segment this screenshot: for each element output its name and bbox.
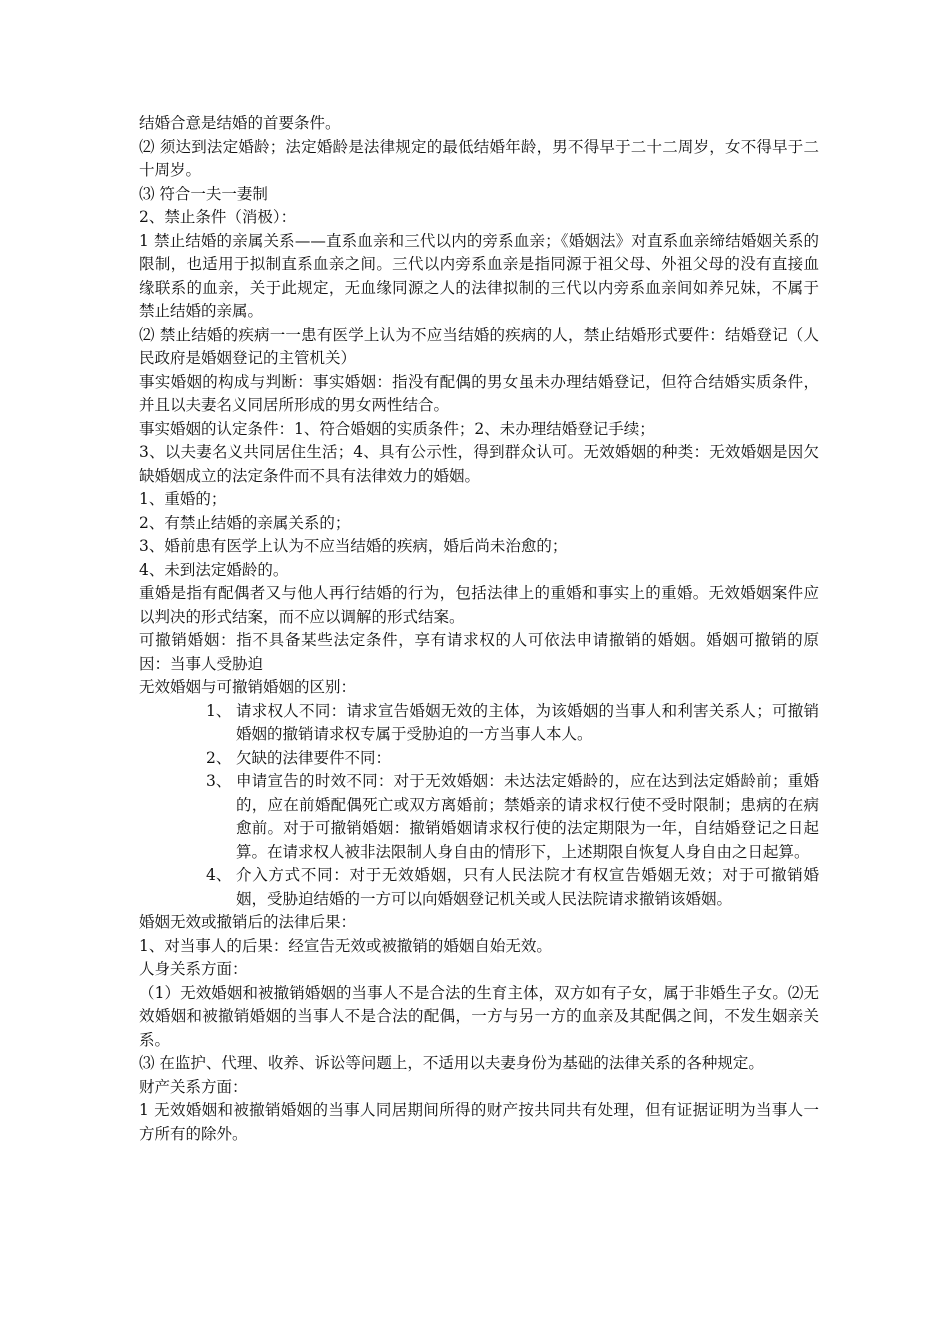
paragraph: 3、以夫妻名义共同居住生活；4、具有公示性，得到群众认可。无效婚姻的种类：无效婚姻是因欠缺婚姻成立的法定条件而不具有法律效力的婚姻。: [139, 443, 819, 485]
paragraph: 1 无效婚姻和被撤销婚姻的当事人同居期间所得的财产按共同共有处理，但有证据证明为当事人一方所有的除外。: [139, 1101, 819, 1143]
paragraph: 无效婚姻与可撤销婚姻的区别：: [139, 678, 357, 696]
document-body: [139, 112, 819, 1146]
paragraph: （1）无效婚姻和被撤销婚姻的当事人不是合法的生育主体，双方如有子女，属于非婚生子女。⑵无效婚姻和被撤销婚姻的当事人不是合法的配偶，一方与另一方的血亲及其配偶之间，不发生姻亲关系。: [139, 983, 819, 1049]
list-item-number: 4、: [206, 866, 232, 884]
paragraph: 婚姻无效或撤销后的法律后果：: [139, 913, 357, 931]
paragraph: 2、有禁止结婚的亲属关系的；: [139, 513, 351, 532]
list-item-text: 欠缺的法律要件不同：: [236, 748, 392, 767]
differences-list: [206, 700, 819, 912]
list-item-number: 2、: [206, 748, 232, 767]
paragraph: 2、禁止条件（消极）：: [139, 208, 297, 226]
list-item-number: 3、: [206, 772, 232, 790]
paragraph: 1、对当事人的后果：经宣告无效或被撤销的婚姻自始无效。: [139, 936, 552, 955]
paragraph: 3、婚前患有医学上认为不应当结婚的疾病，婚后尚未治愈的；: [139, 537, 568, 555]
paragraph: 1 禁止结婚的亲属关系——直系血亲和三代以内的旁系血亲；《婚姻法》对直系血亲缔结婚姻关系的限制，也适用于拟制直系血亲之间。三代以内旁系血亲是指同源于祖父母、外祖父母的没有直接血缘联系的血亲，关于此规定，无血缘同源之人的法律拟制的三代以内旁系血亲间如养兄妹，不属于禁止结婚的亲属。: [139, 231, 819, 320]
paragraph: 事实婚姻的构成与判断：事实婚姻：指没有配偶的男女虽未办理结婚登记，但符合结婚实质条件，并且以夫妻名义同居所形成的男女两性结合。: [139, 372, 819, 414]
paragraph: 4、未到法定婚龄的。: [139, 560, 289, 579]
paragraph: ⑵ 禁止结婚的疾病一一患有医学上认为不应当结婚的疾病的人，禁止结婚形式要件：结婚登记（人民政府是婚姻登记的主管机关）: [139, 325, 819, 367]
list-item: [206, 700, 819, 747]
list-item-number: 1、: [206, 701, 232, 720]
paragraph: 人身关系方面：: [139, 960, 248, 978]
list-item: [206, 864, 819, 911]
paragraph: 财产关系方面：: [139, 1077, 248, 1096]
paragraph: 可撤销婚姻：指不具备某些法定条件，享有请求权的人可依法申请撤销的婚姻。婚姻可撤销的原因：当事人受胁迫: [139, 631, 819, 673]
paragraph: 结婚合意是结婚的首要条件。: [139, 114, 341, 132]
paragraph: 重婚是指有配偶者又与他人再行结婚的行为，包括法律上的重婚和事实上的重婚。无效婚姻案件应以判决的形式结案，而不应以调解的形式结案。: [139, 584, 819, 626]
paragraph: ⑶ 符合一夫一妻制: [139, 184, 268, 203]
paragraph: 事实婚姻的认定条件：1、符合婚姻的实质条件；2、未办理结婚登记手续；: [139, 419, 655, 438]
paragraph: 1、重婚的；: [139, 490, 227, 508]
list-item-text: 请求权人不同：请求宣告婚姻无效的主体，为该婚姻的当事人和利害关系人；可撤销婚姻的撤销请求权专属于受胁迫的一方当事人本人。: [236, 701, 819, 743]
list-item-text: 介入方式不同：对于无效婚姻，只有人民法院才有权宣告婚姻无效；对于可撤销婚姻，受胁迫结婚的一方可以向婚姻登记机关或人民法院请求撤销该婚姻。: [236, 866, 819, 908]
list-item-text: 申请宣告的时效不同：对于无效婚姻：未达法定婚龄的，应在达到法定婚龄前；重婚的，应在前婚配偶死亡或双方离婚前；禁婚亲的请求权行使不受时限制；患病的在病愈前。对于可撤销婚姻：撤销婚姻请求权行使的法定期限为一年，自结婚登记之日起算。在请求权人被非法限制人身自由的情形下，上述期限自恢复人身自由之日起算。: [236, 772, 819, 861]
list-item: [206, 770, 819, 864]
paragraph: ⑶ 在监护、代理、收养、诉讼等问题上，不适用以夫妻身份为基础的法律关系的各种规定。: [139, 1054, 764, 1072]
list-item: [206, 747, 819, 771]
paragraph: ⑵ 须达到法定婚龄；法定婚龄是法律规定的最低结婚年龄，男不得早于二十二周岁，女不得早于二十周岁。: [139, 137, 819, 179]
